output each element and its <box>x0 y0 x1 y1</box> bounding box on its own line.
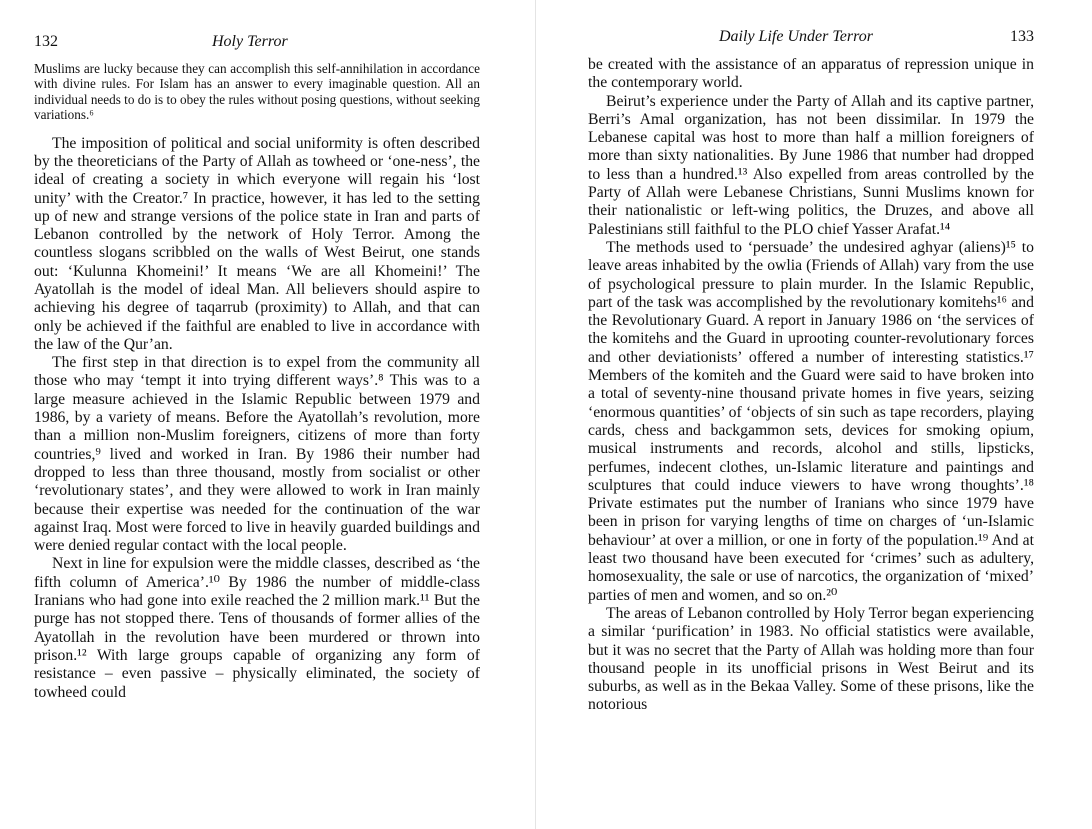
left-running-head <box>34 33 480 55</box>
left-page <box>34 0 480 702</box>
right-running-title: Daily Life Under Terror <box>719 28 873 45</box>
right-page <box>588 0 1034 715</box>
paragraph: The methods used to ‘persuade’ the undesired aghyar (aliens)¹⁵ to leave areas inhabited by the owlia (Friends of Allah) vary from the use of psychological pressure to plain murder. In the Islamic Republic, part of the task was accomplished by the revolutionary komitehs¹⁶ and the Revolutionary Guard. A report in January 1986 on ‘the services of the komitehs and the Guard in uprooting counter-revolutionary forces and other deviationists’ offered a number of interesting statistics.¹⁷ Members of the komiteh and the Guard were said to have broken into a total of seventy-nine thousand private homes in five years, seizing ‘enormous quantities’ of ‘objects of sin such as tape recorders, playing cards, chess and backgammon sets, devices for smoking opium, musical instruments and records, alcohol and stills, lipsticks, perfumes, indecent clothes, un-Islamic literature and paintings and sculptures that could induce viewers to have wrong thoughts’.¹⁸ Private estimates put the number of Iranians who since 1979 have been in prison for varying lengths of time on charges of ‘un-Islamic behaviour’ at over a million, or one in forty of the population.¹⁹ And at least two thousand have been executed for ‘crimes’ such as adultery, homosexuality, the sale or use of narcotics, the organization of ‘mixed’ parties of men and women, and so on.²⁰ <box>588 238 1034 604</box>
right-running-head <box>588 28 1034 50</box>
book-gutter <box>535 0 536 829</box>
paragraph: Beirut’s experience under the Party of Allah and its captive partner, Berri’s Amal organization, has not been dissimilar. In 1979 the Lebanese capital was host to more than half a million foreigners of more than sixty nationalities. By June 1986 that number had dropped to less than a hundred.¹³ Also expelled from areas controlled by the Party of Allah were Lebanese Christians, Sunni Muslims known for their nationalistic or left-wing politics, the Druzes, and above all Palestinians still faithful to the PLO chief Yasser Arafat.¹⁴ <box>588 92 1034 238</box>
paragraph: Next in line for expulsion were the middle classes, described as ‘the fifth column of America’.¹⁰ By 1986 the number of middle-class Iranians who had gone into exile reached the 2 million mark.¹¹ But the purge has not stopped there. Tens of thousands of former allies of the Ayatollah in the revolution have been murdered or thrown into prison.¹² With large groups capable of organizing any form of resistance – even passive – physically eliminated, the society of towheed could <box>34 555 480 701</box>
paragraph: be created with the assistance of an apparatus of repression unique in the contemporary world. <box>588 56 1034 92</box>
paragraph: The imposition of political and social uniformity is often described by the theoreticians of the Party of Allah as towheed or ‘one-ness’, the ideal of creating a society in which everyone will regain his ‘lost unity’ with the Creator.⁷ In practice, however, it has led to the setting up of new and strange versions of the police state in Iran and parts of Lebanon controlled by the network of Holy Terror. Among the countless slogans scribbled on the walls of West Beirut, one stands out: ‘Kulunna Khomeini!’ It means ‘We are all Khomeini!’ The Ayatollah is the model of ideal Man. All believers should aspire to achieving his degree of taqarrub (proximity) to Allah, and that can only be achieved if the faithful are enabled to live in accordance with the law of the Qur’an. <box>34 134 480 353</box>
block-quote: Muslims are lucky because they can accomplish this self-annihilation in accordance with divine rules. For Islam has an answer to every imaginable question. All an individual needs to do is to obey the rules without posing questions, without seeking variations.⁶ <box>34 61 480 123</box>
left-running-title: Holy Terror <box>212 33 288 50</box>
left-body-text <box>34 135 480 702</box>
paragraph: The areas of Lebanon controlled by Holy Terror began experiencing a similar ‘purification’ in 1983. No official statistics were available, but it was no secret that the Party of Allah was holding more than four thousand people in its unofficial prisons in West Beirut and its suburbs, as well as in the Bekaa Valley. Some of these prisons, like the notorious <box>588 604 1034 714</box>
right-page-number: 133 <box>1010 28 1034 45</box>
right-body-text <box>588 56 1034 715</box>
paragraph: The first step in that direction is to expel from the community all those who may ‘tempt it into trying different ways’.⁸ This was to a large measure achieved in the Islamic Republic between 1979 and 1986, by a variety of means. Before the Ayatollah’s revolution, more than a million non-Muslim foreigners, citizens of more than forty countries,⁹ lived and worked in Iran. By 1986 their number had dropped to less than three thousand, mostly from socialist or other ‘revolutionary states’, and they were allowed to work in Iran mainly because their expertise was needed for the continuation of the war against Iraq. Most were forced to live in heavily guarded buildings and were denied regular contact with the local people. <box>34 354 480 555</box>
left-page-number: 132 <box>34 33 58 50</box>
